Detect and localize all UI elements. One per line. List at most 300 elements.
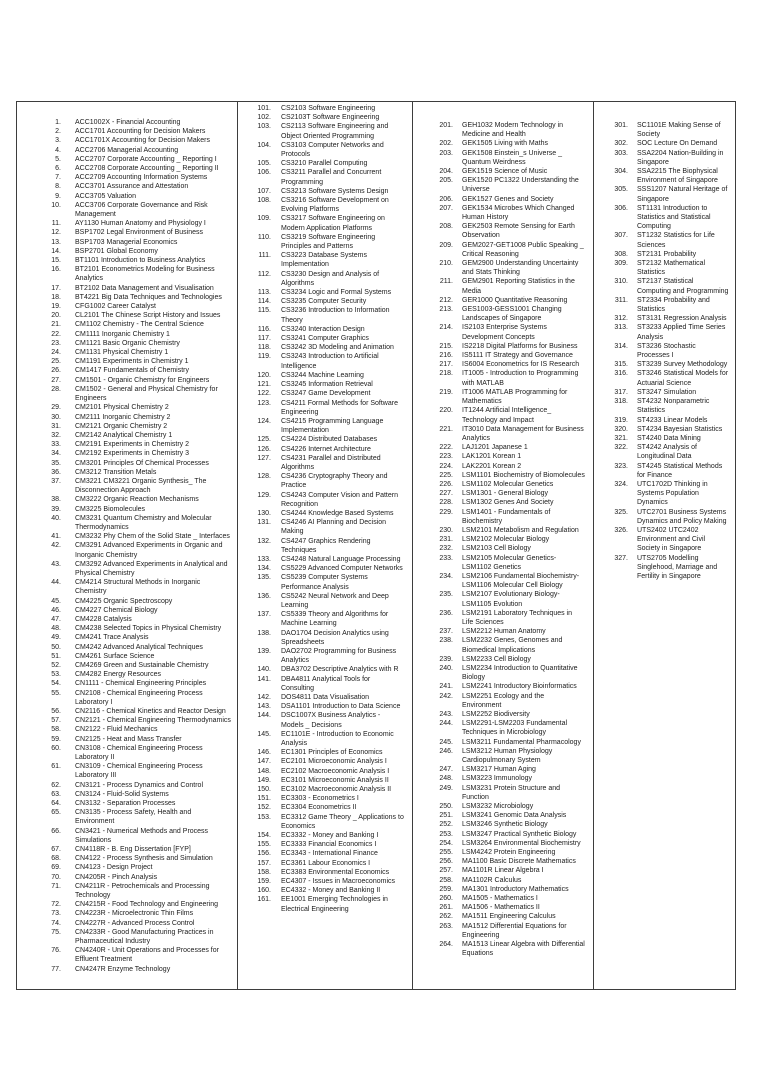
list-item bbox=[594, 416, 729, 425]
item-number: 69. bbox=[51, 864, 61, 872]
item-text: CM2142 Analytical Chemistry 1 bbox=[75, 431, 173, 439]
item-number: 208. bbox=[439, 223, 453, 231]
item-number: 48. bbox=[51, 625, 61, 633]
list-item bbox=[413, 259, 585, 277]
item-number: 203. bbox=[439, 149, 453, 157]
item-text: GER1000 Quantitative Reasoning bbox=[462, 296, 568, 304]
item-number: 113. bbox=[257, 289, 271, 297]
item-text: IT1244 Artificial Intelligence_ Technology and Impact bbox=[462, 407, 552, 424]
item-text: CM4282 Energy Resources bbox=[75, 671, 161, 679]
item-number: 44. bbox=[51, 579, 61, 587]
item-number: 241. bbox=[439, 683, 453, 691]
item-number: 242. bbox=[439, 692, 453, 700]
list-item bbox=[413, 471, 585, 480]
item-number: 318. bbox=[614, 398, 628, 406]
item-number: 54. bbox=[51, 680, 61, 688]
item-text: IS6004 Econometrics for IS Research bbox=[462, 361, 580, 369]
item-text: LSM2233 Cell Biology bbox=[462, 655, 531, 663]
list-item bbox=[17, 919, 231, 928]
item-number: 160. bbox=[257, 887, 271, 895]
list-item bbox=[238, 555, 404, 564]
item-text: IT1006 MATLAB Programming for Mathematics bbox=[462, 388, 568, 406]
list-item bbox=[594, 296, 729, 314]
item-text: CS3213 Software Systems Design bbox=[281, 187, 389, 195]
item-number: 128. bbox=[257, 473, 271, 481]
list-item bbox=[17, 403, 231, 412]
item-text: LSM2251 Ecology and the Environment bbox=[462, 692, 545, 709]
item-text: CN1111 - Chemical Engineering Principles bbox=[75, 680, 207, 688]
list-item bbox=[238, 104, 404, 113]
list-item bbox=[17, 652, 231, 661]
item-text: BSP1702 Legal Environment of Business bbox=[75, 229, 204, 237]
list-item bbox=[413, 876, 585, 885]
list-item bbox=[413, 480, 585, 489]
course-column-1 bbox=[17, 102, 238, 989]
item-text: EC1301 Principles of Economics bbox=[281, 749, 383, 757]
item-text: LSM3217 Human Aging bbox=[462, 766, 536, 774]
item-number: 216. bbox=[439, 352, 453, 360]
item-number: 303. bbox=[614, 149, 628, 157]
item-number: 132. bbox=[257, 537, 271, 545]
item-text: GEM2900 Understanding Uncertainty and Stats Thinking bbox=[462, 260, 579, 277]
item-text: CS4243 Computer Vision and Pattern Recognition bbox=[281, 491, 398, 508]
list-item bbox=[594, 204, 729, 232]
list-item bbox=[238, 417, 404, 435]
list-item bbox=[413, 241, 585, 259]
item-text: SSS1207 Natural Heritage of Singapore bbox=[637, 186, 728, 203]
item-number: 209. bbox=[439, 241, 453, 249]
item-number: 133. bbox=[257, 555, 271, 563]
list-item bbox=[238, 196, 404, 214]
item-text: LSM2107 Evolutionary Biology-LSM1105 Evolution bbox=[462, 591, 560, 608]
item-text: CN4227R - Advanced Process Control bbox=[75, 919, 195, 927]
list-item bbox=[413, 498, 585, 507]
item-text: CN3135 - Process Safety, Health and Environment bbox=[75, 809, 192, 826]
item-text: LSM2234 Introduction to Quantitative Biology bbox=[462, 664, 578, 682]
item-number: 35. bbox=[51, 459, 61, 467]
item-text: CN3109 - Chemical Engineering Process Laboratory III bbox=[75, 763, 203, 780]
list-item bbox=[413, 765, 585, 774]
list-item bbox=[594, 526, 729, 554]
list-item bbox=[17, 845, 231, 854]
item-number: 76. bbox=[51, 947, 61, 955]
item-number: 14. bbox=[51, 247, 61, 255]
list-item bbox=[238, 877, 404, 886]
item-number: 66. bbox=[51, 827, 61, 835]
item-number: 131. bbox=[257, 519, 271, 527]
list-item bbox=[17, 357, 231, 366]
item-number: 110. bbox=[257, 233, 271, 241]
item-number: 15. bbox=[51, 257, 61, 265]
item-text: GEK1520 PC1322 Understanding the Universe bbox=[462, 177, 579, 194]
item-text: CN3124 - Fluid-Solid Systems bbox=[75, 790, 169, 798]
item-number: 116. bbox=[257, 325, 271, 333]
list-item bbox=[413, 820, 585, 829]
item-number: 320. bbox=[614, 425, 628, 433]
item-text: GEM2027-GET1008 Public Speaking _ Critical Reasoning bbox=[462, 241, 584, 258]
list-item bbox=[413, 535, 585, 544]
list-item bbox=[413, 222, 585, 240]
item-number: 101. bbox=[257, 105, 271, 112]
item-text: CM4241 Trace Analysis bbox=[75, 634, 149, 642]
list-item bbox=[413, 609, 585, 627]
item-text: GEK1527 Genes and Society bbox=[462, 195, 554, 203]
list-item bbox=[238, 868, 404, 877]
list-item bbox=[17, 422, 231, 431]
item-text: LSM3212 Human Physiology Cardiopulmonary System bbox=[462, 747, 553, 765]
item-number: 207. bbox=[439, 204, 453, 212]
list-item bbox=[413, 572, 585, 590]
item-number: 324. bbox=[614, 480, 628, 488]
item-number: 243. bbox=[439, 711, 453, 718]
item-text: ACC3705 Valuation bbox=[75, 192, 136, 200]
item-number: 211. bbox=[439, 278, 453, 286]
list-item bbox=[17, 946, 231, 964]
item-text: EC3333 Financial Economics I bbox=[281, 841, 377, 849]
list-item bbox=[238, 159, 404, 168]
item-text: EC3332 - Money and Banking I bbox=[281, 832, 379, 840]
item-number: 159. bbox=[257, 878, 271, 886]
item-text: LSM1401 - Fundamentals of Biochemistry bbox=[462, 508, 551, 525]
list-item bbox=[413, 360, 585, 369]
item-number: 321. bbox=[614, 434, 628, 442]
item-number: 72. bbox=[51, 901, 61, 909]
list-item bbox=[413, 121, 585, 139]
item-number: 229. bbox=[439, 508, 453, 516]
item-text: LSM1302 Genes And Society bbox=[462, 499, 554, 507]
item-text: CS3216 Software Development on Evolving Platforms bbox=[281, 197, 389, 214]
item-text: BT1101 Introduction to Business Analytics bbox=[75, 257, 206, 265]
item-text: LSM2232 Genes, Genomes and Biomedical Implications bbox=[462, 637, 563, 654]
item-number: 157. bbox=[257, 859, 271, 867]
item-text: GEK1508 Einstein_s Universe _ Quantum Weirdness bbox=[462, 149, 562, 166]
list-item bbox=[17, 606, 231, 615]
list-item bbox=[238, 831, 404, 840]
item-text: ACC2708 Corporate Accounting _ Reporting II bbox=[75, 165, 219, 173]
item-number: 37. bbox=[51, 477, 61, 485]
item-number: 245. bbox=[439, 738, 453, 746]
item-number: 239. bbox=[439, 655, 453, 663]
list-item bbox=[238, 537, 404, 555]
list-item bbox=[17, 578, 231, 596]
item-number: 315. bbox=[614, 361, 628, 369]
list-item bbox=[17, 928, 231, 946]
item-number: 145. bbox=[257, 730, 271, 738]
item-number: 107. bbox=[257, 187, 271, 195]
item-number: 67. bbox=[51, 846, 61, 854]
item-text: MA1301 Introductory Mathematics bbox=[462, 885, 569, 893]
list-item bbox=[413, 544, 585, 553]
item-number: 250. bbox=[439, 803, 453, 811]
item-number: 236. bbox=[439, 609, 453, 617]
item-number: 231. bbox=[439, 536, 453, 544]
item-text: ST2131 Probability bbox=[637, 250, 697, 258]
list-item bbox=[17, 689, 231, 707]
item-text: CS3236 Introduction to Information Theory bbox=[281, 307, 390, 324]
list-item bbox=[413, 811, 585, 820]
item-number: 17. bbox=[51, 284, 61, 292]
item-number: 302. bbox=[614, 140, 628, 148]
item-number: 307. bbox=[614, 232, 628, 240]
item-text: CM2192 Experiments in Chemistry 3 bbox=[75, 450, 189, 458]
item-text: CS3210 Parallel Computing bbox=[281, 160, 368, 168]
item-text: CM4261 Surface Science bbox=[75, 652, 155, 660]
list-item bbox=[413, 452, 585, 461]
item-text: ST1232 Statistics for Life Sciences bbox=[637, 232, 715, 249]
list-item bbox=[17, 670, 231, 679]
list-item bbox=[238, 371, 404, 380]
list-item bbox=[594, 167, 729, 185]
item-text: MA1505 - Mathematics I bbox=[462, 895, 538, 903]
list-item bbox=[17, 873, 231, 882]
list-item bbox=[413, 462, 585, 471]
item-text: LSM4242 Protein Engineering bbox=[462, 849, 556, 857]
item-text: CM3292 Advanced Experiments in Analytical and Physical Chemistry bbox=[75, 560, 228, 577]
item-text: CM3221 CM3221 Organic Synthesis_ The Disconnection Approach bbox=[75, 477, 207, 495]
item-text: ST3239 Survey Methodology bbox=[637, 361, 728, 369]
item-text: ST3131 Regression Analysis bbox=[637, 315, 727, 323]
item-text: CN4233R - Good Manufacturing Practices in Pharmaceutical Industry bbox=[75, 928, 214, 946]
list-item bbox=[413, 830, 585, 839]
item-text: CL2101 The Chinese Script History and Issues bbox=[75, 312, 221, 320]
item-number: 146. bbox=[257, 749, 271, 757]
item-number: 57. bbox=[51, 717, 61, 725]
item-text: CM2191 Experiments in Chemistry 2 bbox=[75, 441, 189, 449]
list-item bbox=[17, 238, 231, 247]
list-item bbox=[594, 554, 729, 582]
item-text: CS4211 Formal Methods for Software Engineering bbox=[281, 399, 398, 416]
list-item bbox=[413, 719, 585, 737]
item-number: 126. bbox=[257, 445, 271, 453]
list-item bbox=[238, 849, 404, 858]
item-number: 309. bbox=[614, 260, 628, 268]
item-text: GES1003-GESS1001 Changing Landscapes of Singapore bbox=[462, 306, 562, 323]
list-item bbox=[594, 323, 729, 341]
list-item bbox=[238, 564, 404, 573]
item-number: 139. bbox=[257, 647, 271, 655]
item-text: BSP1703 Managerial Economics bbox=[75, 238, 178, 246]
item-text: CS2113 Software Engineering and Object Oriented Programming bbox=[281, 123, 389, 140]
item-text: EC3343 - International Finance bbox=[281, 850, 378, 858]
item-text: CS3241 Computer Graphics bbox=[281, 335, 369, 343]
item-number: 263. bbox=[439, 922, 453, 930]
item-text: CS4231 Parallel and Distributed Algorithms bbox=[281, 454, 381, 471]
item-number: 68. bbox=[51, 855, 61, 863]
item-text: EC3303 - Econometrics I bbox=[281, 795, 359, 803]
item-number: 255. bbox=[439, 849, 453, 857]
item-text: LSM3246 Synthetic Biology bbox=[462, 821, 548, 829]
item-number: 122. bbox=[257, 390, 271, 398]
item-number: 238. bbox=[439, 637, 453, 645]
item-number: 258. bbox=[439, 876, 453, 884]
item-number: 222. bbox=[439, 444, 453, 452]
item-text: ST4232 Nonparametric Statistics bbox=[637, 398, 710, 415]
item-number: 312. bbox=[614, 315, 628, 323]
item-number: 232. bbox=[439, 545, 453, 553]
item-number: 13. bbox=[51, 238, 61, 246]
item-number: 156. bbox=[257, 850, 271, 858]
item-number: 249. bbox=[439, 784, 453, 792]
list-item bbox=[413, 342, 585, 351]
list-item bbox=[594, 369, 729, 387]
item-number: 237. bbox=[439, 628, 453, 636]
item-text: LSM3241 Genomic Data Analysis bbox=[462, 812, 567, 820]
item-text: LAK2201 Korean 2 bbox=[462, 462, 522, 470]
item-number: 212. bbox=[439, 296, 453, 304]
list-item bbox=[413, 296, 585, 305]
item-number: 1. bbox=[55, 119, 61, 126]
item-number: 130. bbox=[257, 509, 271, 517]
item-text: EC3361 Labour Economics I bbox=[281, 859, 371, 867]
list-item bbox=[238, 233, 404, 251]
item-number: 323. bbox=[614, 462, 628, 470]
item-text: ACC2709 Accounting Information Systems bbox=[75, 174, 208, 182]
item-text: LSM3247 Practical Synthetic Biology bbox=[462, 830, 577, 838]
list-item bbox=[17, 781, 231, 790]
list-item bbox=[238, 491, 404, 509]
item-text: GEK1505 Living with Maths bbox=[462, 140, 548, 148]
list-item bbox=[413, 508, 585, 526]
list-item bbox=[413, 195, 585, 204]
list-item bbox=[413, 323, 585, 341]
item-text: CS5229 Advanced Computer Networks bbox=[281, 565, 403, 573]
item-text: CS2103 Software Engineering bbox=[281, 105, 376, 112]
item-number: 123. bbox=[257, 399, 271, 407]
item-number: 103. bbox=[257, 123, 271, 131]
item-text: CS5239 Computer Systems Performance Analysis bbox=[281, 574, 368, 591]
list-item bbox=[594, 231, 729, 249]
item-text: ST4240 Data Mining bbox=[637, 434, 701, 442]
item-text: CS4226 Internet Architecture bbox=[281, 445, 371, 453]
item-number: 29. bbox=[51, 404, 61, 412]
list-item bbox=[238, 757, 404, 766]
item-number: 70. bbox=[51, 873, 61, 881]
list-item bbox=[413, 738, 585, 747]
item-number: 240. bbox=[439, 664, 453, 672]
list-item bbox=[238, 518, 404, 536]
item-number: 224. bbox=[439, 462, 453, 470]
item-number: 251. bbox=[439, 812, 453, 820]
item-text: CN4123 - Design Project bbox=[75, 864, 153, 872]
list-item bbox=[238, 214, 404, 232]
list-item bbox=[17, 348, 231, 357]
list-item bbox=[413, 351, 585, 360]
list-item bbox=[238, 454, 404, 472]
list-item bbox=[413, 636, 585, 654]
item-text: ST4245 Statistical Methods for Finance bbox=[637, 462, 723, 479]
item-text: UTS2705 Modelling Singlehood, Marriage and Fertility in Singapore bbox=[637, 554, 718, 580]
item-text: CM2121 Organic Chemistry 2 bbox=[75, 422, 168, 430]
item-text: LAK1201 Korean 1 bbox=[462, 453, 522, 461]
item-text: LSM1301 - General Biology bbox=[462, 490, 548, 498]
list-item bbox=[238, 352, 404, 370]
list-item bbox=[413, 176, 585, 194]
item-text: EE1001 Emerging Technologies in Electrical Engineering bbox=[281, 896, 388, 913]
item-number: 28. bbox=[51, 385, 61, 393]
item-number: 22. bbox=[51, 330, 61, 338]
item-number: 254. bbox=[439, 839, 453, 847]
list-item bbox=[594, 397, 729, 415]
list-item bbox=[238, 647, 404, 665]
list-item bbox=[17, 643, 231, 652]
item-number: 149. bbox=[257, 776, 271, 784]
list-item bbox=[413, 489, 585, 498]
course-column-4 bbox=[594, 102, 735, 989]
item-text: CN4122 - Process Synthesis and Simulation bbox=[75, 855, 213, 863]
item-number: 134. bbox=[257, 565, 271, 573]
list-item bbox=[413, 388, 585, 406]
item-text: CN3121 - Process Dynamics and Control bbox=[75, 781, 203, 789]
item-number: 4. bbox=[55, 146, 61, 154]
item-text: CM3232 Phy Chem of the Solid State _ Interfaces bbox=[75, 533, 230, 541]
item-text: LSM2252 Biodiversity bbox=[462, 711, 530, 718]
list-item bbox=[17, 532, 231, 541]
item-number: 246. bbox=[439, 747, 453, 755]
item-number: 50. bbox=[51, 643, 61, 651]
list-item bbox=[413, 710, 585, 719]
item-number: 214. bbox=[439, 324, 453, 332]
item-number: 51. bbox=[51, 652, 61, 660]
item-number: 141. bbox=[257, 675, 271, 683]
item-number: 256. bbox=[439, 858, 453, 866]
list-item bbox=[238, 509, 404, 518]
list-item bbox=[238, 610, 404, 628]
item-text: EC1101E - Introduction to Economic Analysis bbox=[281, 730, 394, 748]
item-number: 205. bbox=[439, 177, 453, 185]
item-number: 75. bbox=[51, 928, 61, 936]
item-number: 262. bbox=[439, 913, 453, 921]
list-item bbox=[17, 495, 231, 504]
item-number: 53. bbox=[51, 671, 61, 679]
list-item bbox=[17, 744, 231, 762]
list-item bbox=[17, 615, 231, 624]
list-item bbox=[413, 692, 585, 710]
item-text: CFG1002 Career Catalyst bbox=[75, 303, 156, 311]
item-number: 11. bbox=[51, 220, 61, 228]
item-number: 235. bbox=[439, 591, 453, 599]
item-number: 311. bbox=[614, 296, 628, 304]
item-text: CS3223 Database Systems Implementation bbox=[281, 252, 367, 269]
item-text: ACC3706 Corporate Governance and Risk Management bbox=[75, 201, 208, 219]
list-item bbox=[17, 505, 231, 514]
item-text: EC3304 Econometrics II bbox=[281, 804, 357, 812]
item-text: MA1513 Linear Algebra with Differential Equations bbox=[462, 941, 585, 958]
list-item bbox=[594, 434, 729, 443]
item-number: 10. bbox=[51, 201, 61, 209]
list-item bbox=[594, 250, 729, 259]
item-number: 257. bbox=[439, 867, 453, 875]
item-number: 41. bbox=[51, 533, 61, 541]
item-text: CS4247 Graphics Rendering Techniques bbox=[281, 537, 371, 554]
item-text: CM1121 Basic Organic Chemistry bbox=[75, 339, 180, 347]
item-number: 314. bbox=[614, 342, 628, 350]
item-text: LSM2212 Human Anatomy bbox=[462, 628, 546, 636]
list-item bbox=[238, 288, 404, 297]
item-text: LSM2241 Introductory Bioinformatics bbox=[462, 683, 577, 691]
list-item bbox=[413, 167, 585, 176]
item-text: CS3242 3D Modeling and Animation bbox=[281, 344, 394, 352]
item-number: 220. bbox=[439, 407, 453, 415]
item-text: CM1417 Fundamentals of Chemistry bbox=[75, 367, 189, 375]
list-item bbox=[17, 284, 231, 293]
item-text: LSM3232 Microbiology bbox=[462, 803, 534, 811]
item-number: 219. bbox=[439, 388, 453, 396]
list-item bbox=[17, 247, 231, 256]
item-number: 322. bbox=[614, 444, 628, 452]
item-text: CM3225 Biomolecules bbox=[75, 505, 146, 513]
item-text: IT3010 Data Management for Business Analytics bbox=[462, 425, 584, 442]
item-number: 259. bbox=[439, 885, 453, 893]
